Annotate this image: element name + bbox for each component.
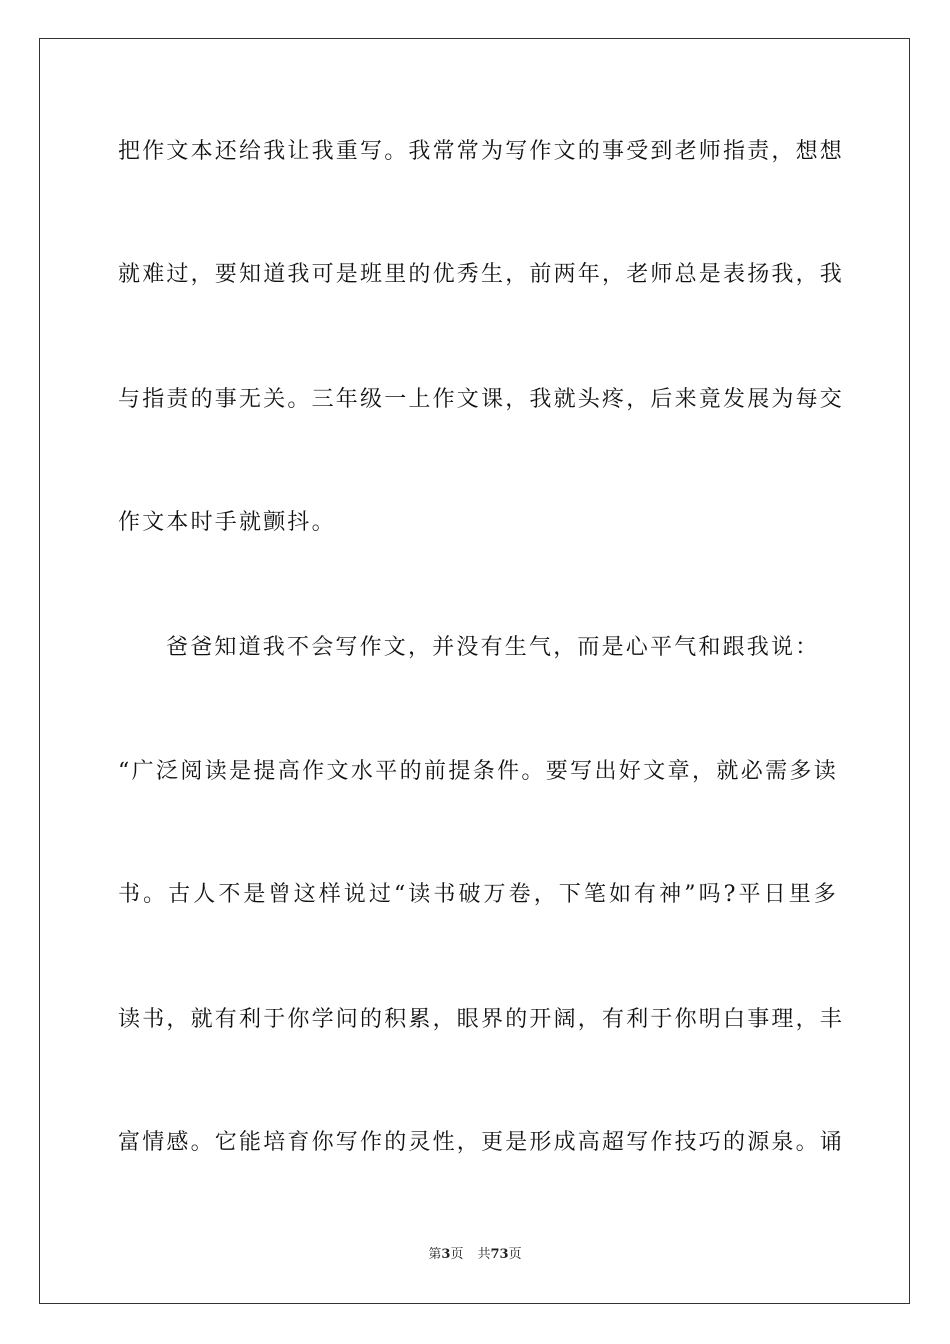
page-label-prefix: 第 (428, 1247, 442, 1262)
body-text-line: 书。古人不是曾这样说过“读书破万卷，下笔如有神”吗?平日里多 (118, 882, 838, 907)
total-pages: 73 (490, 1247, 509, 1262)
body-text-line: 就难过，要知道我可是班里的优秀生，前两年，老师总是表扬我，我 (118, 262, 845, 287)
page-number: 3 (441, 1247, 451, 1262)
page-label-suffix: 页 (450, 1247, 464, 1262)
body-text-line: “广泛阅读是提高作文水平的前提条件。要写出好文章，就必需多读 (118, 759, 838, 784)
body-text-line: 把作文本还给我让我重写。我常常为写作文的事受到老师指责，想想 (118, 139, 845, 164)
body-text-line: 读书，就有利于你学问的积累，眼界的开阔，有利于你明白事理，丰 (118, 1007, 845, 1032)
paragraph-first-line: 爸爸知道我不会写作文，并没有生气，而是心平气和跟我说： (166, 635, 820, 660)
body-text-line: 作文本时手就颤抖。 (118, 510, 336, 535)
page-border (39, 38, 910, 1304)
body-text-line: 富情感。它能培育你写作的灵性，更是形成高超写作技巧的源泉。诵 (118, 1130, 845, 1155)
total-label-prefix: 共 (477, 1247, 491, 1262)
body-text-line: 与指责的事无关。三年级一上作文课，我就头疼，后来竟发展为每交 (118, 387, 845, 412)
page-footer (0, 1245, 950, 1265)
total-label-suffix: 页 (508, 1247, 522, 1262)
